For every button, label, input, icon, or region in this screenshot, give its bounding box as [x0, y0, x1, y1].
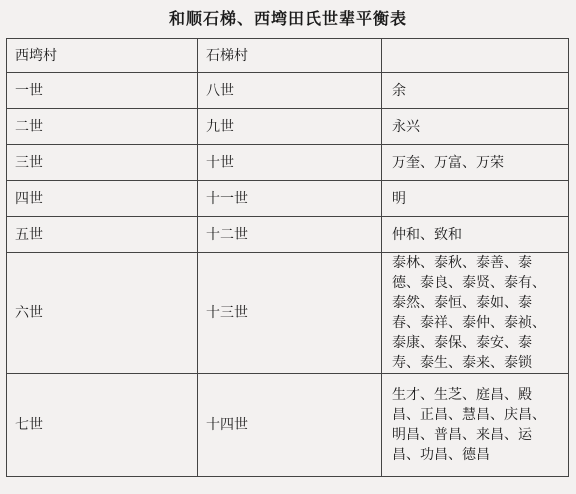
- xiwan-generation: 二世: [7, 109, 198, 145]
- generation-names: [382, 374, 569, 477]
- names-line: 寿、泰生、泰来、泰锁: [392, 355, 532, 371]
- xiwan-generation: 三世: [7, 145, 198, 181]
- generation-names: 明: [382, 181, 569, 217]
- xiwan-generation: 四世: [7, 181, 198, 217]
- header-xiwan: 西塆村: [7, 39, 198, 73]
- generation-names: 万奎、万富、万荣: [382, 145, 569, 181]
- table-title: 和顺石梯、西塆田氏世辈平衡表: [168, 9, 407, 28]
- shiti-generation: 十二世: [198, 217, 382, 253]
- names-line: 泰然、泰恒、泰如、泰: [392, 295, 532, 311]
- table-row: [7, 109, 569, 145]
- table-row: [7, 217, 569, 253]
- shiti-generation: 八世: [198, 73, 382, 109]
- generation-names: 仲和、致和: [382, 217, 569, 253]
- table-row: [7, 145, 569, 181]
- generation-names: 永兴: [382, 109, 569, 145]
- xiwan-generation: 一世: [7, 73, 198, 109]
- shiti-generation: 十世: [198, 145, 382, 181]
- header-row: [7, 39, 569, 73]
- generation-names: 余: [382, 73, 569, 109]
- shiti-generation: 十三世: [198, 253, 382, 374]
- names-line: 泰林、泰秋、泰善、泰: [392, 255, 532, 271]
- names-line: 生才、生芝、庭昌、殿: [392, 387, 532, 403]
- names-line: 昌、功昌、德昌: [392, 447, 490, 463]
- shiti-generation: 十一世: [198, 181, 382, 217]
- table-row: [7, 374, 569, 477]
- generation-names: [382, 253, 569, 374]
- header-names: [382, 39, 569, 73]
- names-line: 春、泰祥、泰仲、泰祯、: [392, 315, 546, 331]
- names-line: 昌、正昌、慧昌、庆昌、: [392, 407, 546, 423]
- table-row: [7, 181, 569, 217]
- xiwan-generation: 五世: [7, 217, 198, 253]
- xiwan-generation: 七世: [7, 374, 198, 477]
- table-row: [7, 253, 569, 374]
- names-line: 明昌、普昌、来昌、运: [392, 427, 532, 443]
- shiti-generation: 十四世: [198, 374, 382, 477]
- generation-table: [6, 38, 569, 477]
- shiti-generation: 九世: [198, 109, 382, 145]
- header-shiti: 石梯村: [198, 39, 382, 73]
- xiwan-generation: 六世: [7, 253, 198, 374]
- table-row: [7, 73, 569, 109]
- names-line: 德、泰良、泰贤、泰有、: [392, 275, 546, 291]
- names-line: 泰康、泰保、泰安、泰: [392, 335, 532, 351]
